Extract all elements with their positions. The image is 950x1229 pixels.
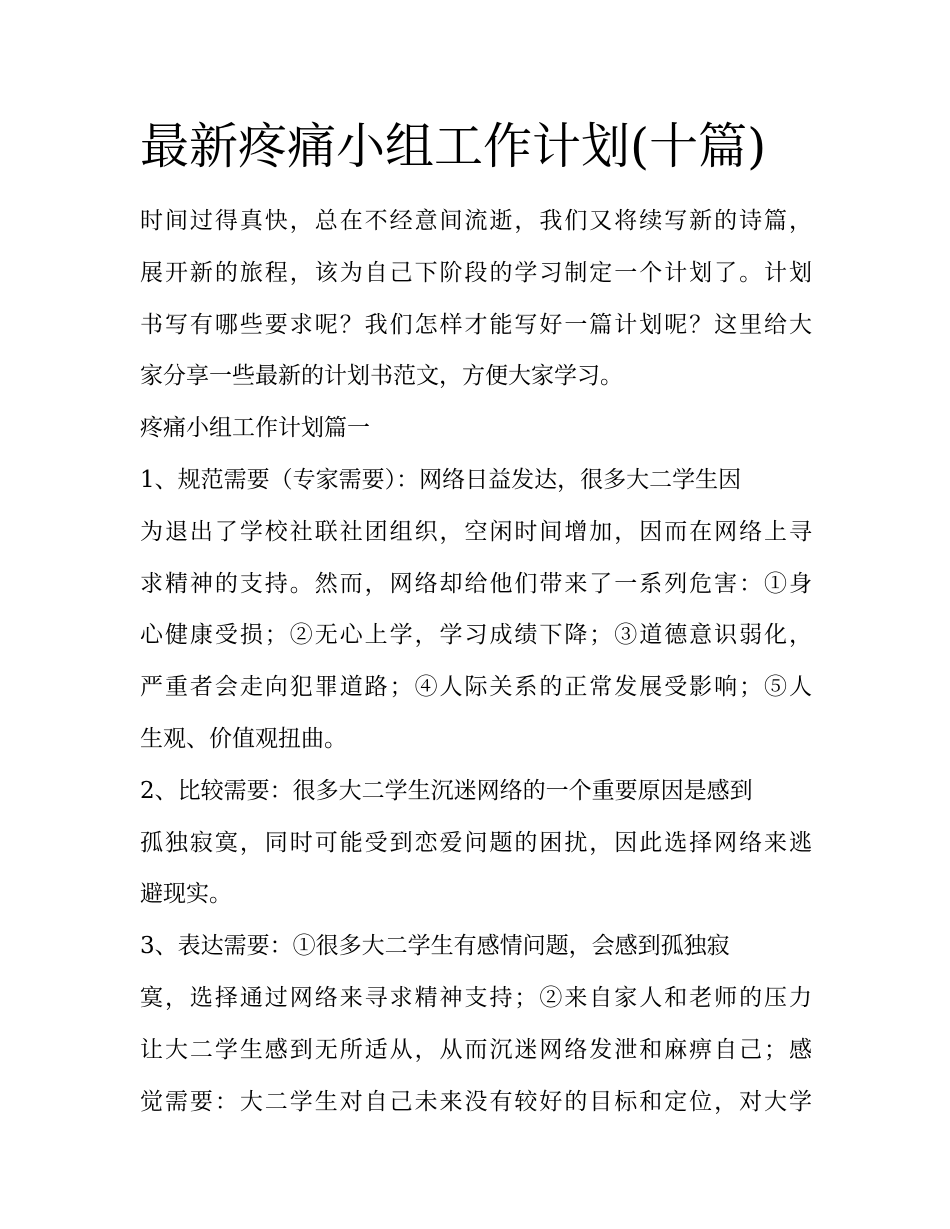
document-body xyxy=(140,196,812,1128)
body-line: 展开新的旅程，该为自己下阶段的学习制定一个计划了。计划 xyxy=(140,259,812,286)
body-line: 心健康受损；②无心上学，学习成绩下降；③道德意识弱化， xyxy=(140,622,812,649)
body-line: 疼痛小组工作计划篇一 xyxy=(140,415,370,442)
body-line: 觉需要：大二学生对自己未来没有较好的目标和定位，对大学 xyxy=(140,1088,812,1115)
body-line: 严重者会走向犯罪道路；④人际关系的正常发展受影响；⑤人 xyxy=(140,674,812,701)
body-line: 时间过得真快，总在不经意间流逝，我们又将续写新的诗篇， xyxy=(140,208,812,234)
body-line: 为退出了学校社联社团组织，空闲时间增加，因而在网络上寻 xyxy=(140,518,812,545)
body-line: 避现实。 xyxy=(140,881,232,908)
document-title: 最新疼痛小组工作计划(十篇) xyxy=(140,118,767,175)
body-line: 2、比较需要：很多大二学生沉迷网络的一个重要原因是感到 xyxy=(140,777,753,804)
body-line: 生观、价值观扭曲。 xyxy=(140,725,347,752)
body-line: 3、表达需要：①很多大二学生有感情问题，会感到孤独寂 xyxy=(140,933,730,960)
body-line: 求精神的支持。然而，网络却给他们带来了一系列危害：①身 xyxy=(140,570,812,597)
body-line: 1、规范需要（专家需要）：网络日益发达，很多大二学生因 xyxy=(140,466,742,493)
body-line: 寞，选择通过网络来寻求精神支持；②来自家人和老师的压力 xyxy=(140,984,812,1011)
body-line: 孤独寂寞，同时可能受到恋爱问题的困扰，因此选择网络来逃 xyxy=(140,829,812,856)
body-line: 书写有哪些要求呢？我们怎样才能写好一篇计划呢？这里给大 xyxy=(140,311,812,338)
body-line: 让大二学生感到无所适从，从而沉迷网络发泄和麻痹自己；感 xyxy=(140,1036,812,1063)
body-line: 家分享一些最新的计划书范文，方便大家学习。 xyxy=(140,363,623,390)
